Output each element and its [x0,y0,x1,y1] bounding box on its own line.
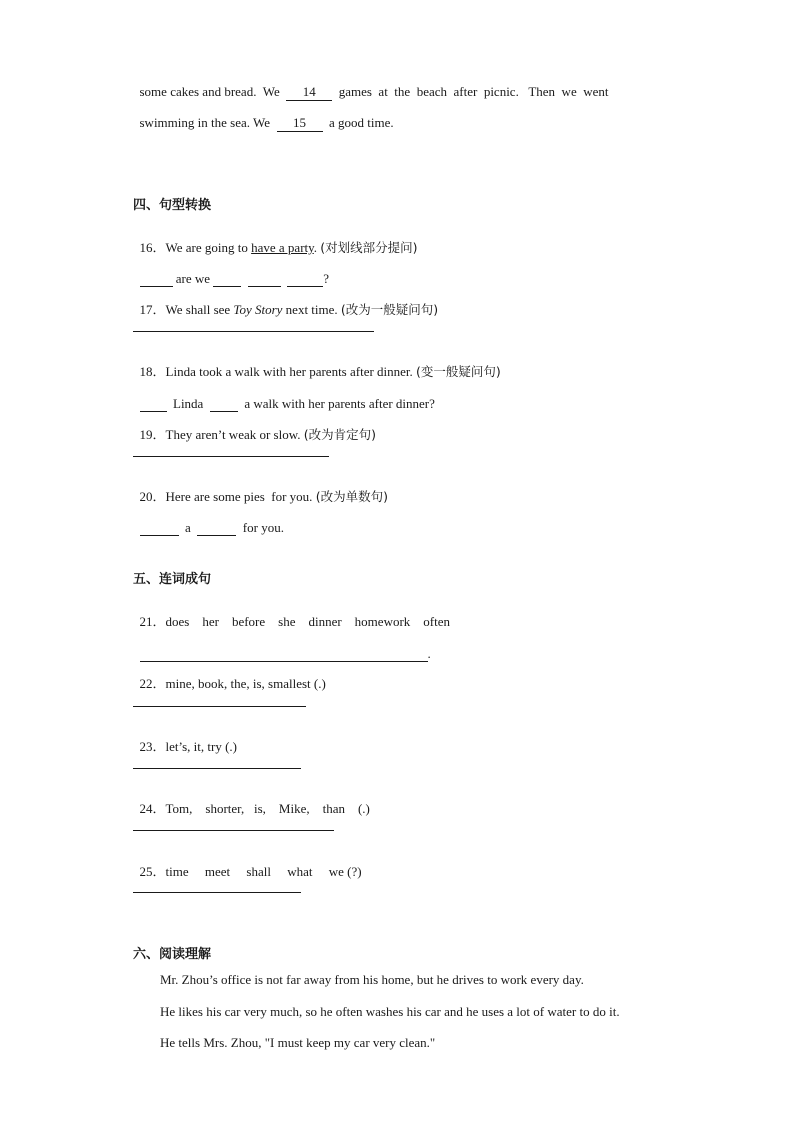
question-16-after: . [313,240,321,255]
answer-21-end: . [427,646,431,661]
question-25-number: 25． [139,864,166,879]
question-16 [133,224,418,256]
question-16-before: We are going to [165,240,252,255]
blank-15[interactable]: 15 [277,115,323,132]
answer-18 [133,380,435,412]
question-24-number: 24． [139,801,166,816]
section-5-title: 五、连词成句 [133,572,212,587]
question-21 [133,598,450,630]
answer-16-blank-1[interactable] [140,272,173,287]
cloze-line-1-after: games at the beach after picnic. Then we went [332,84,609,99]
question-21-number: 21． [139,614,166,629]
question-20-text: Here are some pies for you. [165,489,316,504]
question-23-number: 23． [139,739,166,754]
answer-20-text-2: for you. [236,520,284,535]
question-20 [133,473,388,505]
question-22-text: mine, book, the, is, smallest (.) [165,676,326,691]
answer-21 [133,630,431,662]
question-16-number: 16． [139,240,166,255]
answer-16-blank-4[interactable] [287,272,323,287]
answer-16-end: ? [323,271,330,286]
question-23 [133,723,237,755]
section-6-title: 六、阅读理解 [133,947,212,962]
cloze-line-1 [133,68,608,101]
question-23-text: let’s, it, try (.) [165,739,238,754]
question-21-text: does her before she dinner homework often [165,614,450,629]
question-19-text: They aren’t weak or slow. [165,427,304,442]
answer-16-text: are we [172,271,214,286]
reading-paragraph-3: He tells Mrs. Zhou, "I must keep my car very clean." [160,1035,436,1050]
blank-14[interactable]: 14 [286,84,332,101]
question-17-italic: Toy Story [233,302,283,317]
question-19-number: 19． [139,427,166,442]
answer-16-blank-2[interactable] [213,272,241,287]
question-17-number: 17． [139,302,166,317]
question-18-number: 18． [139,364,166,379]
question-22 [133,660,326,692]
answer-19-line[interactable] [133,456,329,457]
reading-paragraph-2: He likes his car very much, so he often washes his car and he uses a lot of water to do it. [160,1004,620,1019]
question-22-number: 22． [139,676,166,691]
answer-23-line[interactable] [133,768,301,769]
answer-20-blank-2[interactable] [197,521,236,536]
question-20-hint: (改为单数句) [315,489,388,504]
question-18-text: Linda took a walk with her parents after dinner. [165,364,417,379]
answer-18-blank-2[interactable] [210,397,238,412]
cloze-line-2 [133,99,394,132]
question-20-number: 20． [139,489,166,504]
answer-16 [133,255,329,287]
question-19 [133,411,376,443]
question-17-before: We shall see [165,302,234,317]
answer-17-line[interactable] [133,331,374,332]
question-24 [133,785,370,817]
answer-18-blank-1[interactable] [140,397,167,412]
section-4-title: 四、句型转换 [133,198,212,213]
question-18-hint: (变一般疑问句) [416,364,501,379]
answer-16-blank-3[interactable] [248,272,281,287]
answer-18-text-1: Linda [166,396,210,411]
answer-20 [133,504,284,536]
question-25-text: time meet shall what we (?) [165,864,362,879]
answer-20-text-1: a [178,520,198,535]
answer-18-text-2: a walk with her parents after dinner? [237,396,435,411]
cloze-line-2-after: a good time. [322,115,394,130]
answer-22-line[interactable] [133,706,306,707]
question-19-hint: (改为肯定句) [303,427,377,442]
cloze-line-2-before: swimming in the sea. We [139,115,277,130]
reading-paragraph-1: Mr. Zhou’s office is not far away from his home, but he drives to work every day. [160,972,584,987]
question-24-text: Tom, shorter, is, Mike, than (.) [165,801,370,816]
question-16-underlined: have a party [251,240,314,255]
question-17-after: next time. [282,302,341,317]
question-18 [133,348,501,380]
question-16-hint: (对划线部分提问) [320,240,418,255]
question-17 [133,286,438,318]
question-17-hint: (改为一般疑问句) [340,302,439,317]
answer-25-line[interactable] [133,892,301,893]
answer-20-blank-1[interactable] [140,521,179,536]
answer-24-line[interactable] [133,830,334,831]
question-25 [133,848,362,880]
cloze-line-1-before: some cakes and bread. We [139,84,287,99]
